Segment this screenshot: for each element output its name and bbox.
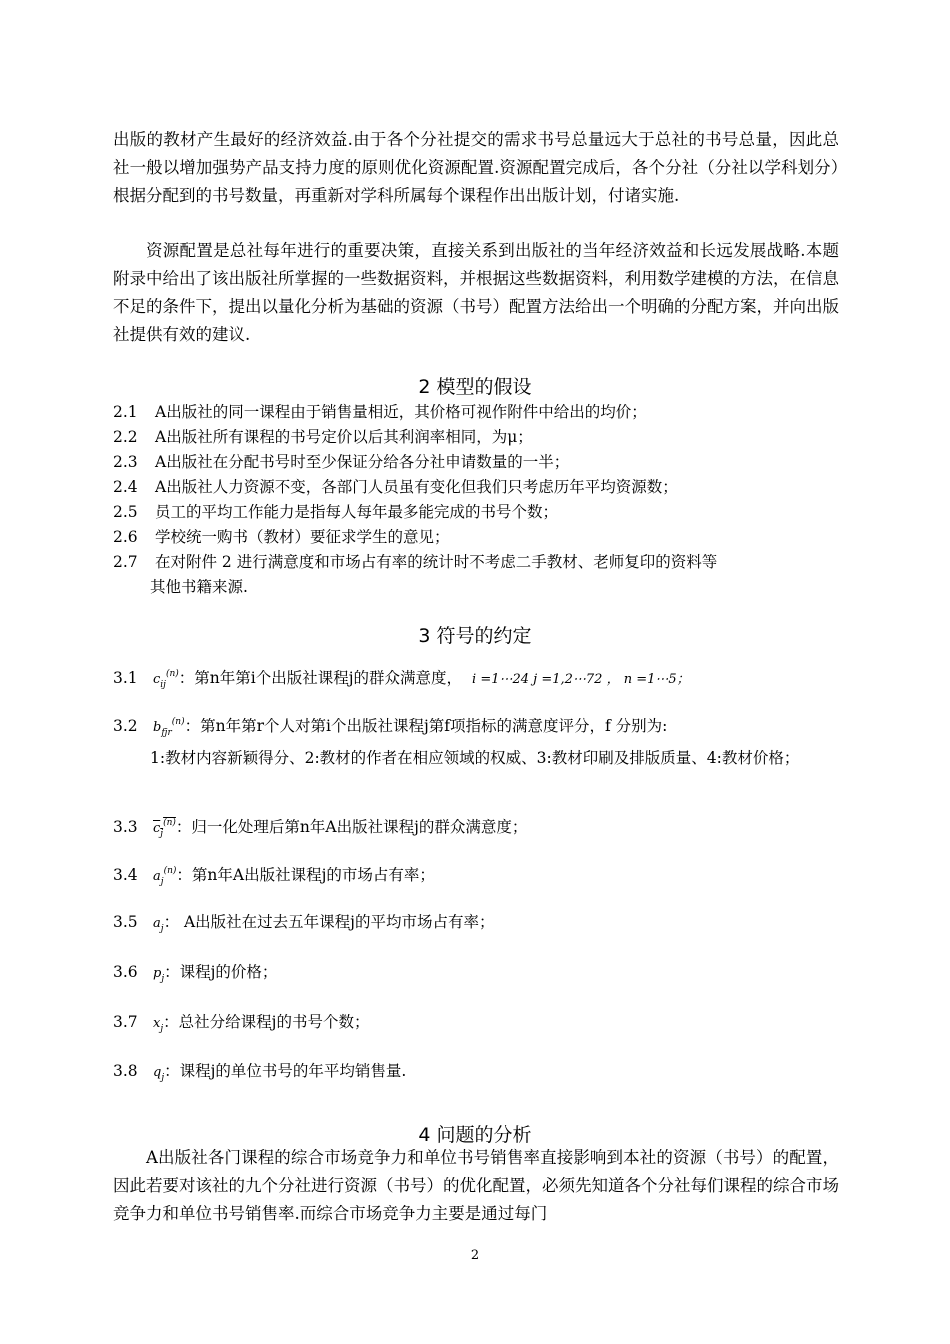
symbol-number: 3.6 <box>113 963 138 981</box>
symbol-3-1 <box>113 662 839 697</box>
symbol-3-8 <box>113 1059 839 1090</box>
symbol-number: 3.5 <box>113 913 138 931</box>
assumption-2-4 <box>113 475 839 499</box>
symbol-text: ：课程j的单位书号的年平均销售量. <box>164 1062 407 1080</box>
assumption-2-3 <box>113 450 839 474</box>
assumption-number: 2.1 <box>113 403 138 421</box>
symbol-q-j: $q_j$ <box>153 1065 165 1083</box>
symbol-number: 3.7 <box>113 1013 138 1031</box>
symbol-number: 3.1 <box>113 669 138 687</box>
symbol-text: ：归一化处理后第n年A出版社课程j的群众满意度； <box>175 818 528 836</box>
assumption-text: A出版社人力资源不变，各部门人员虽有变化但我们只考虑历年平均资源数； <box>155 478 678 496</box>
symbol-text: ：第n年A出版社课程j的市场占有率； <box>176 866 435 884</box>
assumption-number: 2.2 <box>113 428 138 446</box>
page-number: 2 <box>470 1248 480 1263</box>
symbol-number: 3.4 <box>113 866 138 884</box>
assumption-text: 在对附件 2 进行满意度和市场占有率的统计时不考虑二手教材、老师复印的资料等 <box>155 553 718 571</box>
assumption-2-5 <box>113 500 839 524</box>
section-4-paragraph: A出版社各门课程的综合市场竞争力和单位书号销售率直接影响到本社的资源（书号）的配置，因此若要对该社的九个分社进行资源（书号）的优化配置，必须先知道各个分社每们课程的综合市场竞争力和单位书号销售率.而综合市场竞争力主要是通过每门 <box>113 1148 839 1223</box>
symbol-3-4 <box>113 859 839 894</box>
section-2-title: 2 模型的假设 <box>418 376 532 398</box>
symbol-3-2 <box>113 710 839 745</box>
symbol-3-3 <box>113 811 839 846</box>
symbol-text: ：第n年第r个人对第i个出版社课程j第f项指标的满意度评分，f 分别为: <box>184 717 668 735</box>
symbol-3-5 <box>113 910 839 941</box>
symbol-p-j: $p_j$ <box>153 966 165 984</box>
intro-paragraph-2: 资源配置是总社每年进行的重要决策，直接关系到出版社的当年经济效益和长远发展战略.本题附录中给出了该出版社所掌握的一些数据资料，并根据这些数据资料，利用数学建模的方法，在信息不足的条件下，提出以量化分析为基础的资源（书号）配置方法给出一个明确的分配方案，并向出版社提供有效的建议. <box>113 241 839 344</box>
assumption-number: 2.3 <box>113 453 138 471</box>
assumption-2-1 <box>113 400 839 424</box>
symbol-3-2-continuation: 1:教材内容新颖得分、2:教材的作者在相应领域的权威、3:教材印刷及排版质量、4:教材价格； <box>150 749 800 767</box>
assumption-text: A出版社在分配书号时至少保证分给各分社申请数量的一半； <box>155 453 570 471</box>
assumption-text: 员工的平均工作能力是指每人每年最多能完成的书号个数； <box>155 503 559 521</box>
symbol-number: 3.8 <box>113 1062 138 1080</box>
symbol-text: ： A出版社在过去五年课程j的平均市场占有率； <box>163 913 495 931</box>
symbol-number: 3.2 <box>113 717 138 735</box>
symbol-number: 3.3 <box>113 818 138 836</box>
assumption-number: 2.5 <box>113 503 138 521</box>
symbol-3-7 <box>113 1010 839 1041</box>
assumption-2-6 <box>113 525 839 549</box>
assumption-number: 2.6 <box>113 528 138 546</box>
symbol-c-ij-n: $c_{ij}^{(n)}$ <box>153 669 179 690</box>
symbol-a-j: $a_j$ <box>153 916 164 934</box>
symbol-c-j-n-bar: $c_j^{(n)}$ <box>153 818 176 839</box>
assumption-text: A出版社的同一课程由于销售量相近，其价格可视作附件中给出的均价； <box>155 403 647 421</box>
symbol-3-6 <box>113 960 839 991</box>
assumption-2-2 <box>113 425 839 449</box>
assumption-2-7 <box>113 550 839 574</box>
symbol-text: ：总社分给课程j的书号个数； <box>163 1013 370 1031</box>
assumption-number: 2.7 <box>113 553 138 571</box>
symbol-text: ：课程j的价格； <box>164 963 278 981</box>
symbol-x-j: $x_j$ <box>153 1016 164 1034</box>
assumption-2-7-continuation: 其他书籍来源. <box>150 578 248 596</box>
symbol-b-ijr-n: $b_{fjr}^{(n)}$ <box>153 717 185 738</box>
section-4-title: 4 问题的分析 <box>418 1124 532 1146</box>
section-3-title: 3 符号的约定 <box>418 625 532 647</box>
assumption-number: 2.4 <box>113 478 138 496</box>
symbol-range: i =1⋯24 j =1,2⋯72 ， n =1⋯5； <box>472 672 690 687</box>
assumption-text: A出版社所有课程的书号定价以后其利润率相同，为μ； <box>155 428 533 446</box>
symbol-a-j-n: $a_j^{(n)}$ <box>153 866 177 887</box>
intro-paragraph-1: 出版的教材产生最好的经济效益.由于各个分社提交的需求书号总量远大于总社的书号总量，因此总社一般以增加强势产品支持力度的原则优化资源配置.资源配置完成后，各个分社（分社以学科划分）根据分配到的书号数量，再重新对学科所属每个课程作出出版计划，付诸实施. <box>113 130 839 205</box>
symbol-text: ：第n年第i个出版社课程j的群众满意度， <box>178 669 463 687</box>
assumption-text: 学校统一购书（教材）要征求学生的意见； <box>155 528 450 546</box>
